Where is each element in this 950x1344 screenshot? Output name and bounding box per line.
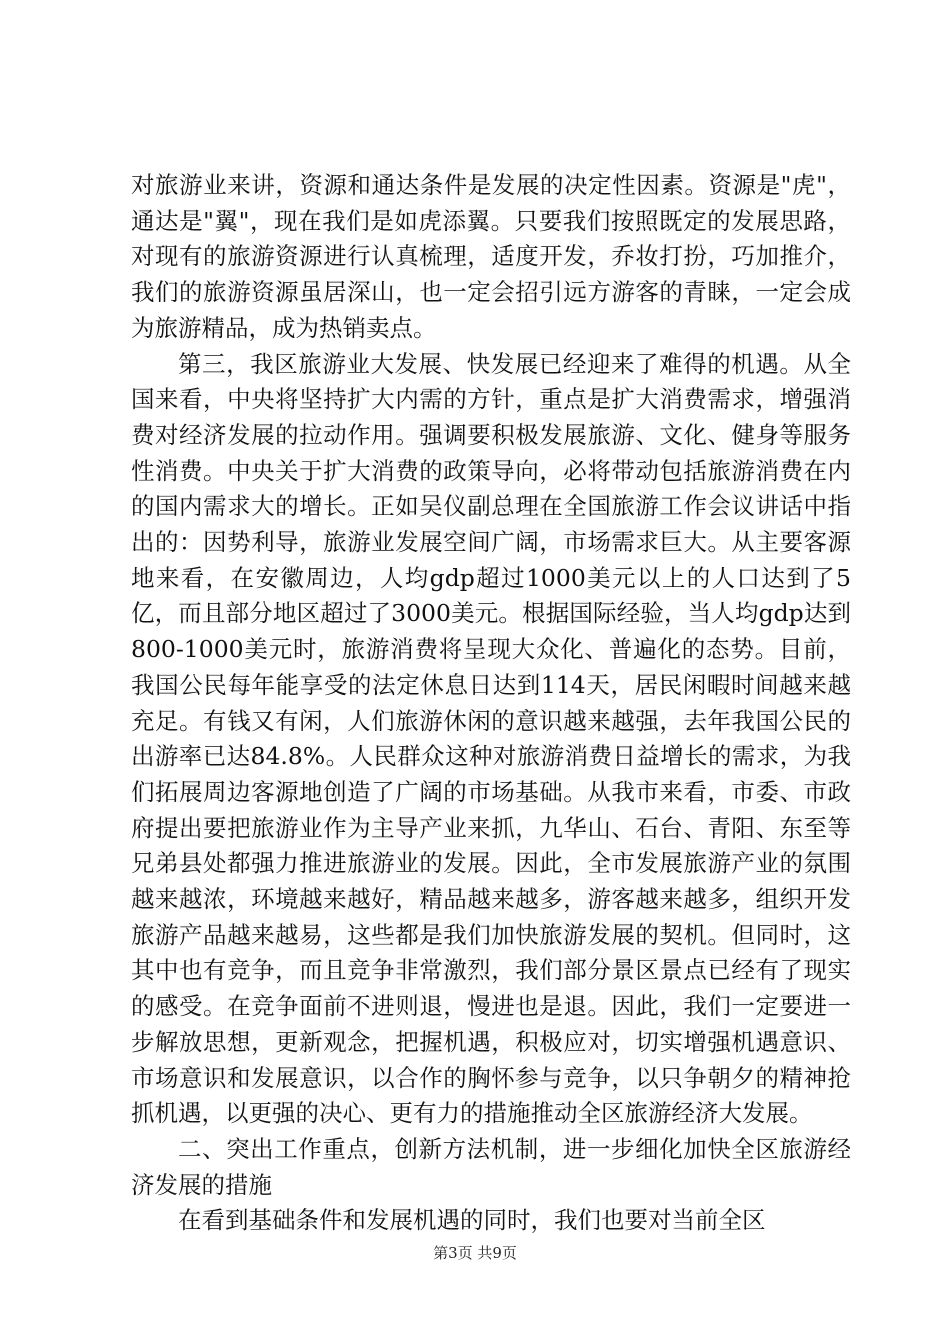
- paragraph-3: 在看到基础条件和发展机遇的同时，我们也要对当前全区: [178, 1206, 766, 1235]
- page-number-footer: 第3页 共9页: [433, 1244, 517, 1262]
- paragraph-2: 第三，我区旅游业大发展、快发展已经迎来了难得的机遇。从全国来看，中央将坚持扩大内需的方针，重点是扩大消费需求，增强消费对经济发展的拉动作用。强调要积极发展旅游、文化、健身等服务性消费。中央关于扩大消费的政策导向，必将带动包括旅游消费在内的国内需求大的增长。正如吴仪副总理在全国旅游工作会议讲话中指出的：因势利导，旅游业发展空间广阔，市场需求巨大。从主要客源地来看，在安徽周边，人均gdp超过1000美元以上的人口达到了5亿，而且部分地区超过了3000美元。根据国际经验，当人均gdp达到800-1000美元时，旅游消费将呈现大众化、普遍化的态势。目前，我国公民每年能享受的法定休息日达到114天，居民闲暇时间越来越充足。有钱又有闲，人们旅游休闲的意识越来越强，去年我国公民的出游率已达84.8%。人民群众这种对旅游消费日益增长的需求，为我们拓展周边客源地创造了广阔的市场基础。从我市来看，市委、市政府提出要把旅游业作为主导产业来抓，九华山、石台、青阳、东至等兄弟县处都强力推进旅游业的发展。因此，全市发展旅游产业的氛围越来越浓，环境越来越好，精品越来越多，游客越来越多，组织开发旅游产品越来越易，这些都是我们加快旅游发展的契机。但同时，这其中也有竞争，而且竞争非常激烈，我们部分景区景点已经有了现实的感受。在竞争面前不进则退，慢进也是退。因此，我们一定要进一步解放思想，更新观念，把握机遇，积极应对，切实增强机遇意识、市场意识和发展意识，以合作的胸怀参与竞争，以只争朝夕的精神抢抓机遇，以更强的决心、更有力的措施推动全区旅游经济大发展。: [131, 349, 851, 1128]
- document-body: [131, 168, 851, 1239]
- section-heading: 二、突出工作重点，创新方法机制，进一步细化加快全区旅游经济发展的措施: [131, 1134, 851, 1199]
- paragraph-1: 对旅游业来讲，资源和通达条件是发展的决定性因素。资源是"虎"，通达是"翼"，现在我们是如虎添翼。只要我们按照既定的发展思路，对现有的旅游资源进行认真梳理，适度开发，乔妆打扮，巧加推介，我们的旅游资源虽居深山，也一定会招引远方游客的青睐，一定会成为旅游精品，成为热销卖点。: [131, 171, 851, 342]
